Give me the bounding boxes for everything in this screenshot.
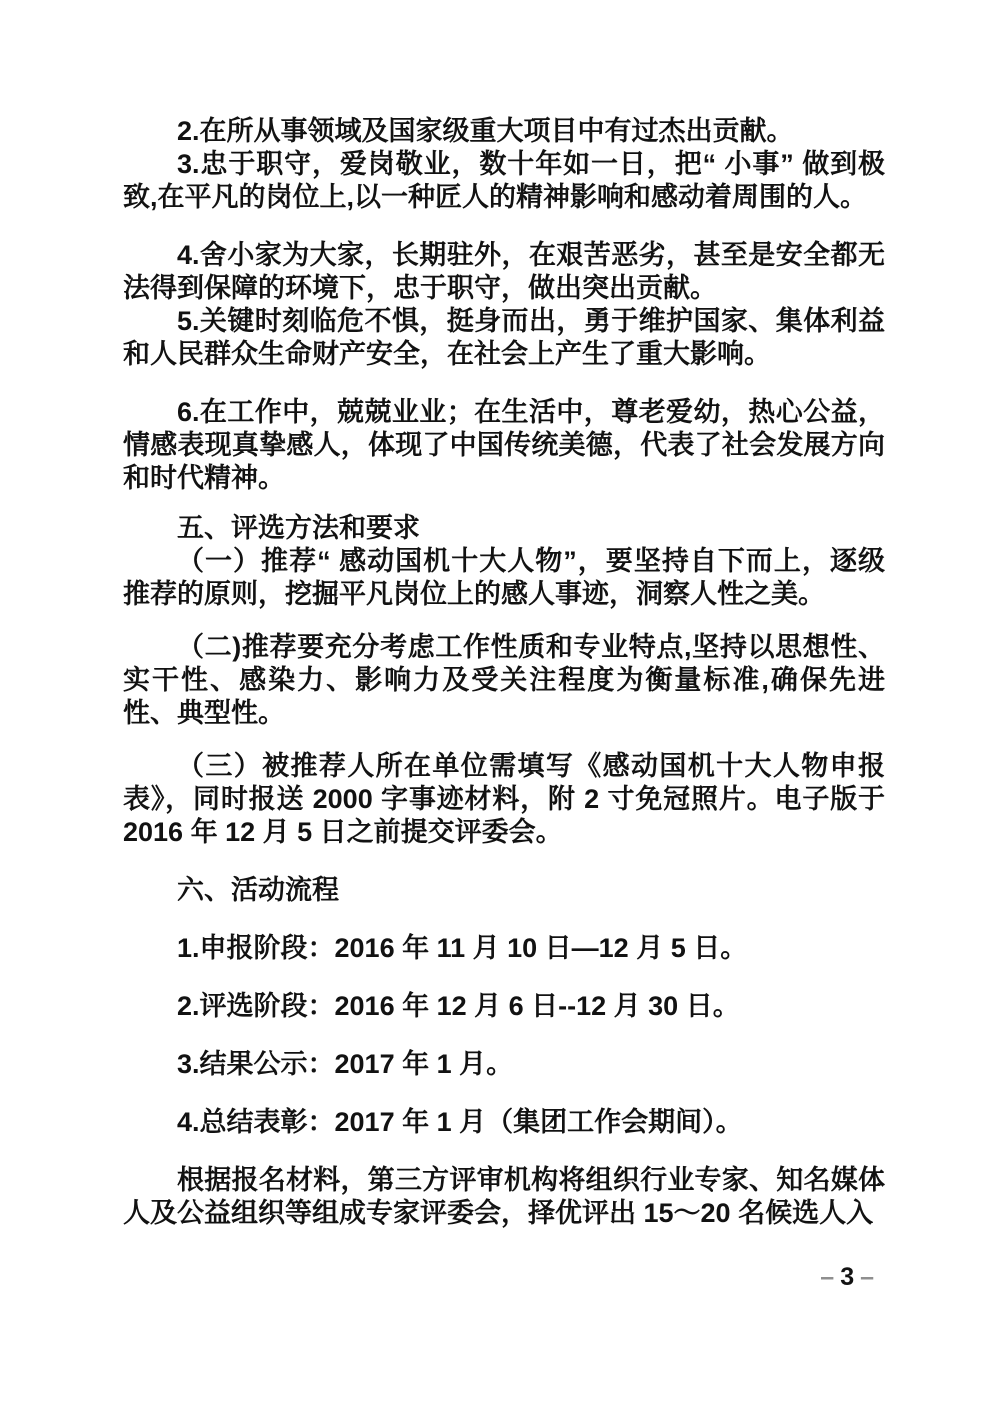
process-step-2: 2.评选阶段：2016 年 12 月 6 日--12 月 30 日。 [177, 991, 740, 1021]
method-clause-two: （二)推荐要充分考虑工作性质和专业特点,坚持以思想性、实干性、感染力、影响力及受关注程度为衡量标准,确保先进性、典型性。 [123, 632, 885, 728]
section-heading-six: 六、活动流程 [177, 875, 339, 905]
closing-paragraph: 根据报名材料，第三方评审机构将组织行业专家、知名媒体人及公益组织等组成专家评委会，择优评出 15～20 名候选人入 [123, 1165, 885, 1228]
page-number [815, 1262, 880, 1292]
criteria-item-4: 4.舍小家为大家，长期驻外，在艰苦恶劣，甚至是安全都无法得到保障的环境下，忠于职守，做出突出贡献。 [123, 240, 885, 303]
process-step-4: 4.总结表彰：2017 年 1 月（集团工作会期间）。 [177, 1107, 743, 1137]
criteria-item-6: 6.在工作中，兢兢业业；在生活中，尊老爱幼，热心公益，情感表现真挚感人，体现了中国传统美德，代表了社会发展方向和时代精神。 [123, 397, 885, 493]
method-clause-three: （三）被推荐人所在单位需填写《感动国机十大人物申报表》，同时报送 2000 字事迹材料，附 2 寸免冠照片。电子版于 2016 年 12 月 5 日之前提交评委会。 [123, 751, 885, 847]
page-number-value: 3 [840, 1263, 856, 1291]
criteria-item-2: 2.在所从事领域及国家级重大项目中有过杰出贡献。 [177, 116, 794, 146]
page-number-dash-left: – [820, 1263, 836, 1291]
process-step-3: 3.结果公示：2017 年 1 月。 [177, 1049, 514, 1079]
process-step-1: 1.申报阶段：2016 年 11 月 10 日—12 月 5 日。 [177, 933, 748, 963]
criteria-item-5: 5.关键时刻临危不惧，挺身而出，勇于维护国家、集体利益和人民群众生命财产安全，在社会上产生了重大影响。 [123, 306, 885, 369]
criteria-item-3: 3.忠于职守，爱岗敬业，数十年如一日，把“ 小事” 做到极致,在平凡的岗位上,以一种匠人的精神影响和感动着周围的人。 [123, 149, 885, 212]
section-heading-five: 五、评选方法和要求 [177, 513, 420, 543]
page-number-dash-right: – [860, 1263, 875, 1291]
method-clause-one: （一）推荐“ 感动国机十大人物”，要坚持自下而上，逐级推荐的原则，挖掘平凡岗位上的感人事迹，洞察人性之美。 [123, 546, 885, 609]
document-body [123, 115, 885, 1230]
